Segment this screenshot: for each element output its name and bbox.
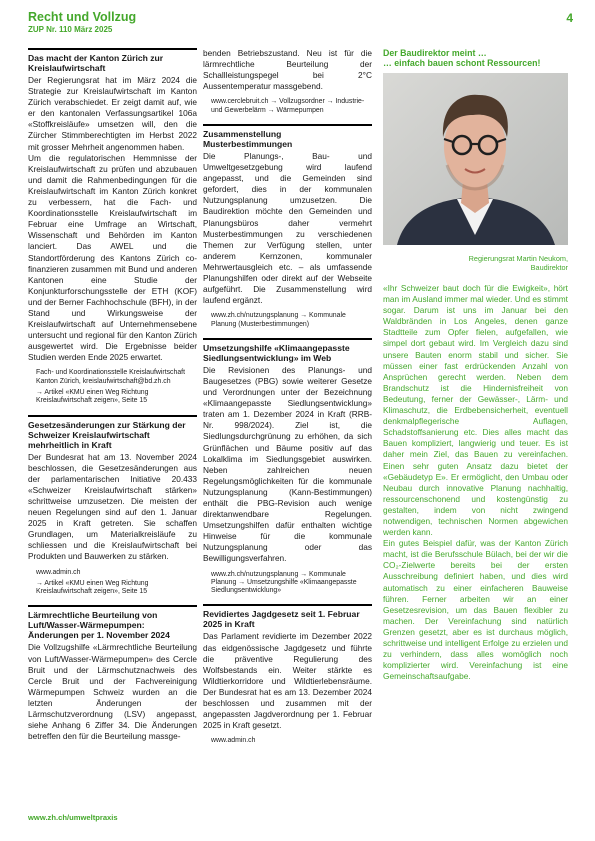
section-title: Recht und Vollzug [28,10,137,24]
footer-url[interactable]: www.zh.ch/umweltpraxis [28,813,118,822]
article-heading: Umsetzungshilfe «Klimaangepasste Siedlungsentwicklung» im Web [203,342,350,363]
article [203,124,372,329]
reference-link[interactable]: www.admin.ch [36,568,81,576]
article-body: Das Parlament revidierte im Dezember 2022 das eidgenössische Jagdgesetz und führte die präventive Regulierung des Wolfsbestands ein. Weiter stärkte es Wildtierkorridore und Wildtierlebensräume. Der Bundesrat hat es am 13. Dezember 2024 beschlossen und zusammen mit der angepassten Jagdverordnung per 1. Februar 2025 in Kraft gesetzt. [203,631,372,731]
director-column [383,48,568,682]
article [203,338,372,596]
article [203,48,372,115]
reference-link[interactable]: www.zh.ch/nutzungsplanung → Kommunale Planung (Musterbestimmungen) [211,312,346,328]
director-heading-line1: Der Baudirektor meint … [383,48,487,58]
reference-link[interactable]: → Artikel «KMU einen Weg Richtung Kreislaufwirtschaft zeigen», Seite 15 [36,579,149,596]
section-divider [28,605,197,607]
director-portrait [383,73,568,245]
reference-link[interactable]: www.zh.ch/nutzungsplanung → Kommunale Planung → Umsetzungshilfe «Klimaangepasste Siedlungsentwicklung» [211,570,357,595]
section-divider [203,338,372,340]
issue-label: ZUP Nr. 110 März 2025 [28,25,113,34]
section-divider [203,604,372,606]
portrait-caption: Regierungsrat Martin Neukom, Baudirektor [468,254,568,272]
page-header [28,10,573,36]
article-body: Die Planungs-, Bau- und Umweltgesetzgebung wird laufend angepasst, und die Gemeinden sind gefordert, dies in der kommunalen Nutzungsplanung umzusetzen. Die Baudirektion möchte den Gemeinden und Planungsbüros daher vermehrt Musterbestimmungen zu verschiedenen Themen zur Verfügung stellen, unter anderem Kernzonen, kommunaler Mehrwertausgleich etc. – als umfassende Planungshilfen oder direkt auf der Webseite aufgeführt. Die Zusammenstellung wird laufend ergänzt. [203,150,372,306]
article-body: Der Bundesrat hat am 13. November 2024 beschlossen, die Gesetzesänderungen aus der parlamentarischen Initiative 20.433 «Schweizer Kreislaufwirtschaft stärken» schrittweise umzusetzen. Die meisten der neuen Regelungen sind auf den 1. Januar 2025 in Kraft getreten. Sie schaffen Grundlagen, um Materialkreisläufe zu schliessen und die Kreislaufwirtschaft bei Produkten und Bauwerken zu stärken. [28,451,197,562]
section-divider [203,124,372,126]
page-number: 4 [566,11,573,25]
section-divider [28,48,197,50]
article [203,604,372,745]
section-divider [28,415,197,417]
article-heading: Revidiertes Jagdgesetz seit 1. Februar 2025 in Kraft [203,609,360,630]
article-body: Die Vollzugshilfe «Lärmrechtliche Beurteilung von Luft/Wasser-Wärmepumpen» des Cercle Bruit und der Lärmschutznachweis des Cercle Bruit und der Fachvereinigung Wärmepumpen Schweiz wurden an die letzten Änderungen der Lärmschutzverordnung (LSV) angepasst, siehe Anhang 6 Ziffer 34. Die Änderungen betreffen den für die Beurteilung massge- [28,642,197,742]
article [28,48,197,406]
reference-link[interactable]: Fach- und Koordinationsstelle Kreislaufwirtschaft Kanton Zürich, kreislaufwirtschaft@bd.zh.ch [36,369,185,385]
article [28,415,197,597]
article-heading: Das macht der Kanton Zürich zur Kreislaufwirtschaft [28,53,164,73]
director-quote: «Ihr Schweizer baut doch für die Ewigkeit», hört man im Ausland immer mal wieder. Und es stimmt sogar. Darum ist uns im Januar bei den Waldbränden in Los Angeles, denen ganze Stadtteile zum Opfer fielen, aufgefallen, wie simpel dort gebaut wird. Im Vergleich dazu sind unsere Bauten enorm stabil und sicher. Sie müssen einer fast erdrückenden Anzahl von Ansprüchen gerecht werden. Neben dem Brandschutz ist die Hindernisfreiheit von Bedeutung, ferner der Gewässer-, Lärm- und Klimaschutz, die Erdbebensicherheit, eventuell denkmalpflegerische Auflagen, Schadstoffsanierung etc. Dies alles macht das Bauen kompliziert, langwierig und teuer. Es ist daher mein Ziel, das Bauen zu vereinfachen. Einen sehr guten Ansatz dazu bietet der «Gebäudetyp E». Er ermöglicht, den Umbau oder Neubau durch innovative Planung nachhaltig, ressourcenschonend und kostengünstig zu gestalten, indem von nicht zwingend notwendigen, technischen Normen abgewichen werden kann. Ein gutes Beispiel dafür, was der Kanton Zürich macht, ist die Berufsschule Bülach, bei der wir die CO₂-Zielwerte bereits bei der ersten Ausschreibung definiert haben, und dies wird automatisch zu einer einfacheren Bauweise führen. Ferner arbeiten wir an einer Gesetzesrevision, um das Bauen flexibler zu machen. Der Vereinfachung sind natürlich Grenzen gesetzt, aber es ist durchaus möglich, schrittweise und intelligent Erfolge zu erzielen und zu verhindern, dass alles womöglich noch komplizierter wird. Vereinfachung ist eine Gemeinschaftsaufgabe. [383,283,568,682]
reference-link[interactable]: www.admin.ch [211,737,256,745]
article-heading: Gesetzesänderungen zur Stärkung der Schweizer Kreislaufwirtschaft mehrheitlich in Kraft [28,419,186,450]
article-body: Der Regierungsrat hat im März 2024 die Strategie zur Kreislaufwirtschaft im Kanton Zürich verabschiedet. Er zeigt damit auf, wie er den kantonalen Verfassungsartikel 106a «Stoffkreisläufe» umsetzen will, den die Zürcher Stimmberechtigten im Herbst 2022 mit grosser Mehrheit angenommen haben. Um die regulatorischen Hemmnisse der Kreislaufwirtschaft zu prüfen und abzubauen und damit die Rahmenbedingungen für die Kreislaufwirtschaft im Kanton Zürich konkret zu verbessern, hat die Fach- und Koordinationsstelle Kreislaufwirtschaft im Februar eine Umfrage an Wirtschaft, Wissenschaft und Behörden im Kanton lanciert. Das AWEL und die Standortförderung des Kantons Zürich co-finanzieren zusammen mit Bund und anderen Kantonen eine Studie der Konjunkturforschungsstelle der ETH (KOF) und der Berner Fachhochschule (BFH), in der Stand und Wirkungsweise der Kreislaufwirtschaft auf Unternehmensebene untersucht und regional für den Kanton Zürich ausgewertet wird. Die Ergebnisse beider Studien werden Ende 2025 erwartet. [28,75,197,363]
reference-link[interactable]: www.cerclebruit.ch → Vollzugsordner → Industrie- und Gewerbelärm → Wärmepumpen [211,98,365,114]
news-column-middle [203,48,372,755]
reference-link[interactable]: → Artikel «KMU einen Weg Richtung Kreislaufwirtschaft zeigen», Seite 15 [36,389,149,405]
article [28,605,197,742]
article-body: benden Betriebszustand. Neu ist für die lärmrechtliche Beurteilung der Schallleistungspegel bei 2°C Aussentemperatur massgebend. [203,48,372,92]
news-column-left [28,48,197,751]
article-heading: Lärmrechtliche Beurteilung von Luft/Wasser-Wärmepumpen: Änderungen per 1. November 2024 [28,610,170,641]
article-heading: Zusammenstellung Musterbestimmungen [203,128,293,149]
article-body: Die Revisionen des Planungs- und Baugesetzes (PBG) sowie weiterer Gesetze und Verordnungen unter der Bezeichnung «Klimaangepasste Siedlungsentwicklung» traten am 1. Dezember 2024 in Kraft (RRB-Nr. 998/2024). Ziel ist, die Siedlungsdurchgrünung zu erhöhen, da sich Grünflächen und Bäume positiv auf das Lokalklima im Siedlungsgebiet auswirken. Neben zahlreichen neuen Regelungsmöglichkeiten für die kommunale Nutzungsplanung (Kann-Bestimmungen) enthält die PBG-Revision auch wenige direktanwendbare Regelungen. Umsetzungshilfen dafür enthalten wichtige Hinweise für die kommunale Nutzungsplanung oder das Bewilligungsverfahren. [203,364,372,564]
director-heading-line2: … einfach bauen schont Ressourcen! [383,58,541,68]
